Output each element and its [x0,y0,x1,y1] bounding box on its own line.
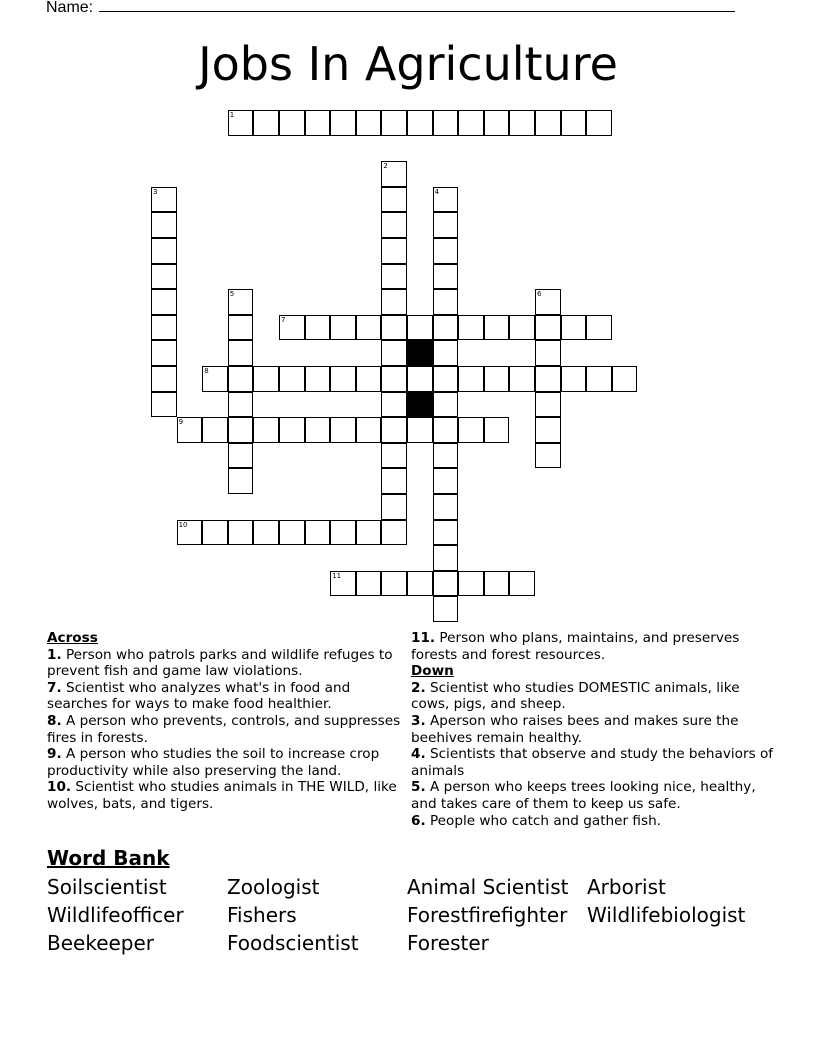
grid-cell[interactable] [279,417,305,443]
word-bank-title: Word Bank [47,846,170,870]
grid-cell[interactable] [151,264,177,290]
down-clue-list [411,680,781,829]
clue-number: 5. [411,779,426,796]
grid-cell[interactable] [330,417,356,443]
name-label: Name: [46,0,94,16]
grid-cell[interactable] [151,340,177,366]
grid-cell[interactable] [381,340,407,366]
grid-cell[interactable] [228,315,254,341]
grid-cell[interactable] [433,494,459,520]
word-bank-item: Beekeeper [47,931,155,955]
grid-cell[interactable] [612,366,638,392]
clue-number: 8. [47,712,62,729]
grid-cell[interactable] [561,110,587,136]
cell-number: 11 [332,571,342,580]
grid-cell[interactable] [561,366,587,392]
word-bank-item: Soilscientist [47,875,167,899]
grid-cell[interactable] [433,545,459,571]
cell-number: 3 [153,187,158,196]
grid-cell[interactable] [381,468,407,494]
cell-number: 1 [229,111,235,119]
grid-cell[interactable] [356,520,382,546]
clue-text: A person who keeps trees looking nice, healthy, and takes care of them to keep us safe. [411,779,756,812]
across-heading: Across [47,630,98,646]
grid-cell[interactable] [433,443,459,469]
across-clue-list [47,647,407,813]
grid-cell[interactable] [305,417,331,443]
clue-text: Scientist who studies DOMESTIC animals, like cows, pigs, and sheep. [411,679,740,713]
grid-cell[interactable] [433,187,459,213]
grid-cell[interactable] [381,571,407,597]
grid-cell[interactable] [433,520,459,546]
grid-cell[interactable] [381,238,407,264]
grid-cell[interactable] [202,366,228,392]
grid-cell[interactable] [228,520,254,546]
grid-cell[interactable] [433,315,459,341]
word-bank [47,845,787,957]
grid-cell[interactable] [535,110,561,136]
grid-cell[interactable] [586,366,612,392]
word-bank-item: Arborist [587,875,666,899]
grid-cell[interactable] [253,366,279,392]
grid-cell[interactable] [228,289,254,315]
grid-cell[interactable] [433,238,459,264]
grid-cell[interactable] [484,315,510,341]
grid-cell[interactable] [509,110,535,136]
grid-cell[interactable] [279,366,305,392]
grid-cell[interactable] [356,315,382,341]
grid-cell[interactable] [535,417,561,443]
word-bank-item: Foodscientist [227,931,359,955]
grid-cell[interactable] [305,110,331,136]
grid-cell[interactable] [381,110,407,136]
grid-cell[interactable] [356,366,382,392]
grid-cell[interactable] [253,417,279,443]
grid-cell[interactable] [151,392,177,418]
down-clue-5 [411,779,781,812]
cell-number: 5 [229,290,235,299]
grid-cell[interactable] [228,110,254,136]
across-clue-7 [47,680,407,713]
word-bank-item: Animal Scientist [407,875,569,899]
grid-cell[interactable] [228,340,254,366]
cell-number: 6 [537,290,542,299]
grid-cell[interactable] [381,264,407,290]
grid-cell[interactable] [305,315,331,341]
grid-cell[interactable] [151,212,177,238]
word-bank-item: Fishers [227,903,297,927]
page-title: Jobs In Agriculture [198,37,618,91]
grid-cell[interactable] [356,417,382,443]
grid-cell[interactable] [484,110,510,136]
grid-cell[interactable] [509,571,535,597]
grid-cell[interactable] [458,417,484,443]
grid-cell[interactable] [509,366,535,392]
grid-cell[interactable] [433,417,459,443]
grid-cell[interactable] [228,366,254,392]
grid-cell[interactable] [330,315,356,341]
cell-number: 2 [383,162,388,171]
clue-text: Scientist who studies animals in THE WILD, like wolves, bats, and tigers. [47,779,397,812]
clue-text: Scientists that observe and study the behaviors of animals [411,746,774,779]
grid-cell[interactable] [202,520,228,546]
grid-cell[interactable] [509,315,535,341]
grid-cell[interactable] [433,392,459,418]
grid-cell[interactable] [330,520,356,546]
word-bank-item: Forester [407,931,489,955]
cell-number: 7 [281,315,286,324]
grid-cell[interactable] [330,110,356,136]
grid-cell[interactable] [535,443,561,469]
grid-cell[interactable] [228,392,254,418]
down-heading: Down [411,663,454,680]
down-clue-4 [411,746,781,779]
grid-cell[interactable] [381,187,407,213]
grid-cell[interactable] [433,366,459,392]
word-bank-item: Wildlifebiologist [587,903,746,927]
grid-cell[interactable] [356,571,382,597]
word-bank-item: Zoologist [227,875,320,899]
across-clue-10 [47,779,407,812]
clue-text: Scientist who analyzes what's in food and searches for ways to make food healthier. [47,679,351,713]
across-clue-9 [47,746,407,779]
grid-cell[interactable] [305,520,331,546]
clue-text: A person who prevents, controls, and suppresses fires in forests. [47,712,401,746]
grid-cell[interactable] [151,315,177,341]
cell-number: 9 [178,418,184,427]
grid-cell[interactable] [407,315,433,341]
grid-cell[interactable] [381,443,407,469]
word-bank-item: Forestfirefighter [407,903,568,927]
grid-cell[interactable] [561,315,587,341]
grid-cell[interactable] [458,110,484,136]
grid-cell[interactable] [433,571,459,597]
grid-cell[interactable] [433,264,459,290]
grid-cell[interactable] [433,110,459,136]
clue-number: 3. [411,712,426,729]
grid-cell[interactable] [484,571,510,597]
grid-cell[interactable] [151,289,177,315]
grid-cell[interactable] [407,417,433,443]
grid-cell[interactable] [433,340,459,366]
grid-cell[interactable] [253,110,279,136]
clue-number: 9. [47,746,62,763]
grid-cell[interactable] [381,212,407,238]
word-bank-item: Wildlifeofficer [47,903,184,927]
grid-cell[interactable] [253,520,279,546]
grid-cell[interactable] [381,392,407,418]
clue-text: A person who studies the soil to increase crop productivity while also preserving the land. [47,746,380,779]
grid-cell[interactable] [381,494,407,520]
grid-cell[interactable] [484,366,510,392]
grid-cell[interactable] [228,468,254,494]
grid-cell[interactable] [433,596,459,622]
clues-column-left [47,630,407,813]
grid-cell[interactable] [458,366,484,392]
cell-number: 10 [178,520,188,529]
grid-cell[interactable] [356,110,382,136]
grid-cell[interactable] [407,366,433,392]
grid-cell[interactable] [535,315,561,341]
down-clue-3 [411,713,781,746]
grid-cell[interactable] [586,110,612,136]
grid-cell[interactable] [305,366,331,392]
clue-text: Aperson who raises bees and makes sure the beehives remain healthy. [411,712,739,746]
grid-cell[interactable] [458,571,484,597]
cell-number: 4 [434,187,440,196]
clue-number: 10. [47,779,72,796]
grid-cell[interactable] [433,289,459,315]
grid-cell[interactable] [151,366,177,392]
grid-cell[interactable] [381,366,407,392]
across-clue-1 [47,647,407,680]
down-clue-2 [411,680,781,713]
grid-cell[interactable] [433,468,459,494]
grid-cell[interactable] [151,238,177,264]
clue-number: 6. [411,812,426,829]
across-clue-8 [47,713,407,746]
grid-cell[interactable] [228,443,254,469]
clue-text: Person who patrols parks and wildlife refuges to prevent fish and game law violations. [47,646,393,680]
grid-cell[interactable] [458,315,484,341]
grid-cell[interactable] [381,417,407,443]
grid-cell[interactable] [381,161,407,187]
grid-cell[interactable] [279,110,305,136]
across-clue-list-continued [411,630,781,663]
grid-cell[interactable] [535,392,561,418]
grid-cell[interactable] [484,417,510,443]
grid-cell[interactable] [535,366,561,392]
grid-cell[interactable] [330,366,356,392]
grid-cell[interactable] [535,289,561,315]
grid-cell[interactable] [202,417,228,443]
grid-block [407,340,433,366]
down-clue-6 [411,813,781,830]
word-bank-list [47,873,787,957]
clue-number: 2. [411,679,426,696]
grid-cell[interactable] [535,340,561,366]
grid-cell[interactable] [586,315,612,341]
grid-cell[interactable] [228,417,254,443]
grid-cell[interactable] [381,289,407,315]
clue-number: 7. [47,679,62,696]
grid-cell[interactable] [330,571,356,597]
clue-text: Person who plans, maintains, and preserves forests and forest resources. [411,630,740,663]
grid-cell[interactable] [407,571,433,597]
grid-cell[interactable] [151,187,177,213]
grid-cell[interactable] [177,417,203,443]
grid-cell[interactable] [381,520,407,546]
grid-cell[interactable] [381,315,407,341]
grid-cell[interactable] [433,212,459,238]
clue-number: 11. [411,630,436,646]
clue-text: People who catch and gather fish. [425,812,661,829]
grid-cell[interactable] [279,520,305,546]
across-clue-11 [411,630,781,663]
grid-block [407,392,433,418]
grid-cell[interactable] [177,520,203,546]
cell-number: 8 [204,367,209,375]
grid-cell[interactable] [407,110,433,136]
clue-number: 4. [411,746,426,763]
clue-number: 1. [47,646,62,663]
clues-column-right [411,630,781,829]
grid-cell[interactable] [279,315,305,341]
